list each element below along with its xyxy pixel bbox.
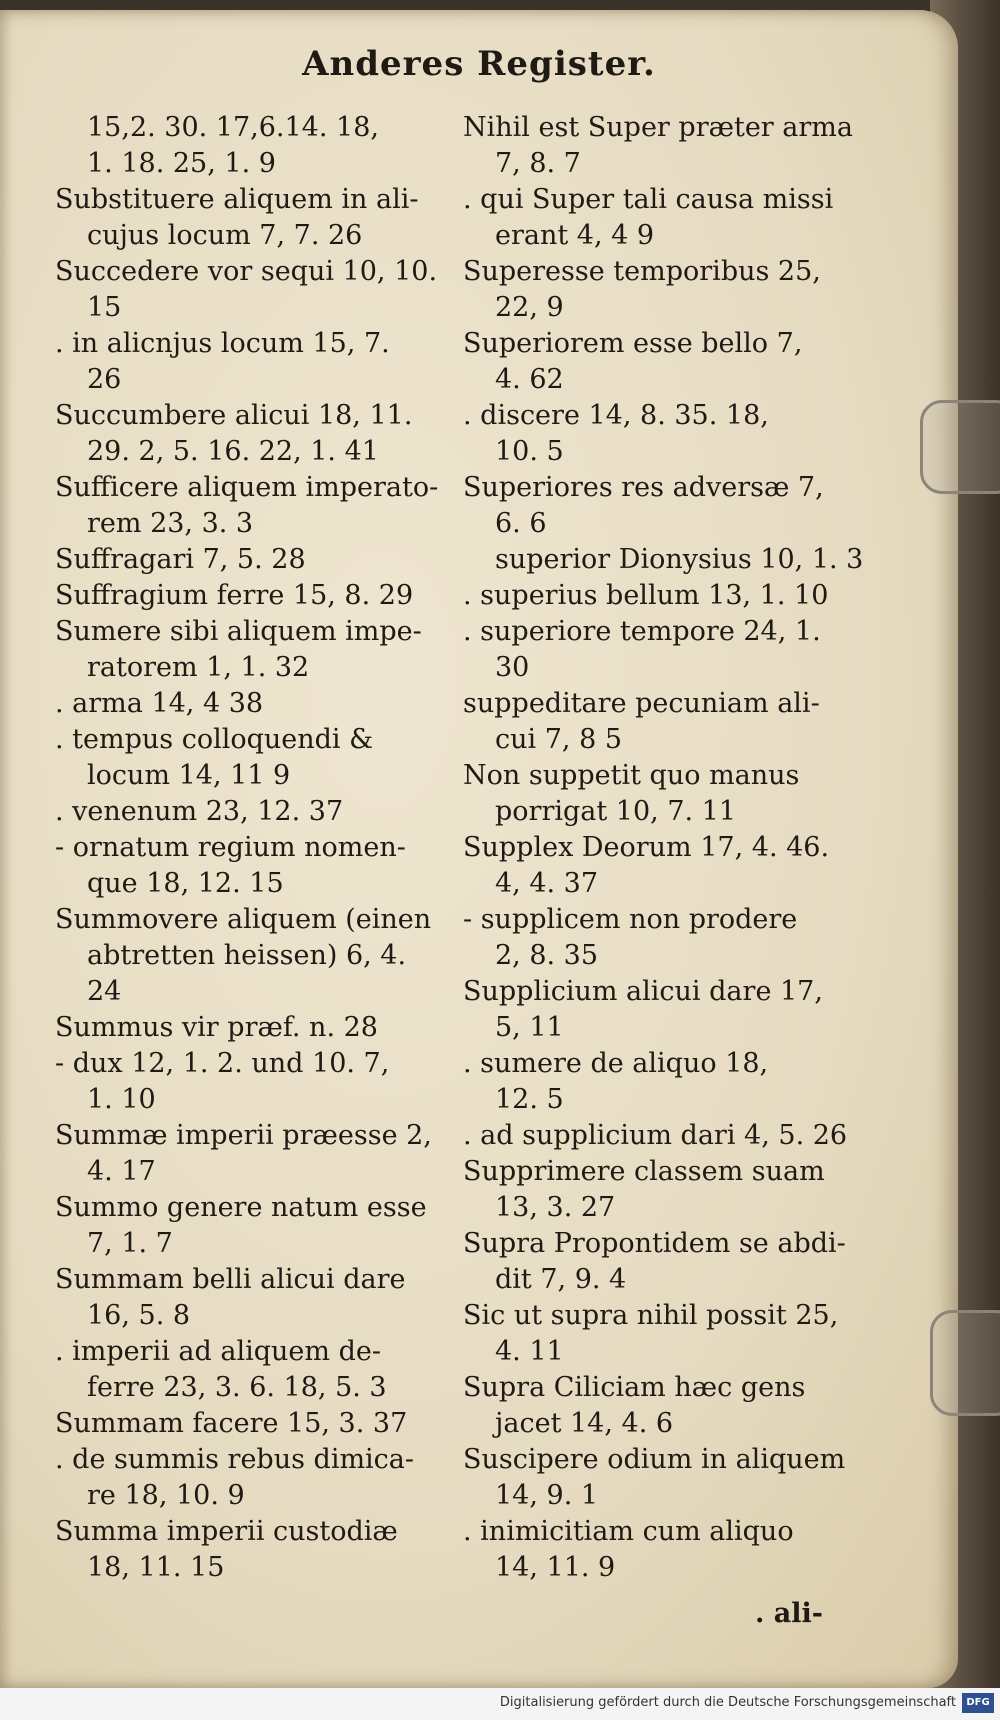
index-entry-line: porrigat 10, 7. 11 [495, 796, 737, 827]
index-entry-line: erant 4, 4 9 [495, 220, 655, 251]
index-entry-line: Non suppetit quo manus [463, 760, 800, 791]
index-entry-line: Substituere aliquem in ali- [55, 184, 419, 215]
index-entry-line: 16, 5. 8 [87, 1300, 191, 1331]
index-entry-line: 30 [495, 652, 530, 683]
index-entry-line: que 18, 12. 15 [87, 868, 284, 899]
index-entry-line: . qui Super tali causa missi [463, 184, 834, 215]
index-entry-line: Supprimere classem suam [463, 1156, 825, 1187]
index-entry-line: Sufficere aliquem imperato- [55, 472, 439, 503]
index-entry-line: cui 7, 8 5 [495, 724, 623, 755]
index-entry-line: 4. 17 [87, 1156, 156, 1187]
index-entry-line: 7, 8. 7 [495, 148, 581, 179]
page-heading: Anderes Register. [302, 44, 656, 84]
index-entry-line: rem 23, 3. 3 [87, 508, 254, 539]
index-entry-line: 4. 11 [495, 1336, 564, 1367]
index-entry-line: 1. 18. 25, 1. 9 [87, 148, 276, 179]
index-entry-line: 12. 5 [495, 1084, 564, 1115]
index-entry-line: 22, 9 [495, 292, 564, 323]
index-entry-line: jacet 14, 4. 6 [495, 1408, 674, 1439]
index-entry-line: dit 7, 9. 4 [495, 1264, 627, 1295]
index-entry-line: . venenum 23, 12. 37 [55, 796, 344, 827]
index-entry-line: 7, 1. 7 [87, 1228, 173, 1259]
index-entry-line: suppeditare pecuniam ali- [463, 688, 820, 719]
credit-text: Digitalisierung gefördert durch die Deutsche Forschungsgemeinschaft [499, 1695, 956, 1710]
index-entry-line: - dux 12, 1. 2. und 10. 7, [55, 1048, 390, 1079]
index-entry-line: re 18, 10. 9 [87, 1480, 245, 1511]
index-entry-line: Supra Propontidem se abdi- [463, 1228, 846, 1259]
book-cover-edge [0, 0, 1000, 10]
digitization-credit-bar [0, 1688, 1000, 1720]
index-entry-line: Superiorem esse bello 7, [463, 328, 803, 359]
index-entry-line: 29. 2, 5. 16. 22, 1. 41 [87, 436, 379, 467]
index-entry-line: Superiores res adversæ 7, [463, 472, 824, 503]
index-entry-line: - supplicem non prodere [463, 904, 798, 935]
index-entry-line: 26 [87, 364, 122, 395]
index-entry-line: 14, 11. 9 [495, 1552, 616, 1583]
index-entry-line: Sumere sibi aliquem impe- [55, 616, 422, 647]
index-entry-line: - ornatum regium nomen- [55, 832, 406, 863]
book-page [0, 10, 958, 1688]
index-entry-line: 10. 5 [495, 436, 564, 467]
index-entry-line: 1. 10 [87, 1084, 156, 1115]
index-entry-line: . sumere de aliquo 18, [463, 1048, 769, 1079]
index-entry-line: . de summis rebus dimica- [55, 1444, 415, 1475]
index-entry-line: 14, 9. 1 [495, 1480, 599, 1511]
dfg-logo: DFG [962, 1693, 994, 1713]
index-entry-line: . imperii ad aliquem de- [55, 1336, 381, 1367]
index-entry-line: Summam facere 15, 3. 37 [55, 1408, 408, 1439]
index-entry-line: ratorem 1, 1. 32 [87, 652, 310, 683]
index-entry-line: 6. 6 [495, 508, 547, 539]
index-entry-line: 13, 3. 27 [495, 1192, 616, 1223]
catchword: . ali- [755, 1598, 824, 1629]
index-entry-line: 24 [87, 976, 122, 1007]
left-index-column [55, 110, 475, 1586]
index-entry-line: 4, 4. 37 [495, 868, 599, 899]
index-entry-line: Nihil est Super præter arma [463, 112, 853, 143]
index-entry-line: Summo genere natum esse [55, 1192, 427, 1223]
index-entry-line: 18, 11. 15 [87, 1552, 225, 1583]
index-entry-line: Suscipere odium in aliquem [463, 1444, 846, 1475]
index-entry-line: . superiore tempore 24, 1. [463, 616, 821, 647]
index-entry-line: 15,2. 30. 17,6.14. 18, [87, 112, 379, 143]
index-entry-line: . discere 14, 8. 35. 18, [463, 400, 769, 431]
index-entry-line: 4. 62 [495, 364, 564, 395]
index-entry-line: Suffragari 7, 5. 28 [55, 544, 306, 575]
index-entry-line: Succumbere alicui 18, 11. [55, 400, 413, 431]
index-entry-line: Sic ut supra nihil possit 25, [463, 1300, 839, 1331]
paper-clip-top [920, 400, 1000, 494]
index-entry-line: 2, 8. 35 [495, 940, 599, 971]
index-entry-line: Summus vir præf. n. 28 [55, 1012, 378, 1043]
index-entry-line: Supplicium alicui dare 17, [463, 976, 823, 1007]
index-entry-line: ferre 23, 3. 6. 18, 5. 3 [87, 1372, 387, 1403]
right-index-column [463, 110, 868, 1586]
index-entry-line: . ad supplicium dari 4, 5. 26 [463, 1120, 848, 1151]
index-entry-line: . arma 14, 4 38 [55, 688, 264, 719]
index-entry-line: 15 [87, 292, 122, 323]
index-entry-line: 5, 11 [495, 1012, 564, 1043]
index-entry-line: Succedere vor sequi 10, 10. [55, 256, 438, 287]
index-entry-line: Supplex Deorum 17, 4. 46. [463, 832, 830, 863]
index-entry-line: Superesse temporibus 25, [463, 256, 821, 287]
index-entry-line: superior Dionysius 10, 1. 3 [495, 544, 864, 575]
paper-clip-bottom [930, 1310, 1000, 1416]
index-entry-line: cujus locum 7, 7. 26 [87, 220, 363, 251]
index-entry-line: . superius bellum 13, 1. 10 [463, 580, 829, 611]
index-entry-line: locum 14, 11 9 [87, 760, 291, 791]
index-entry-line: . tempus colloquendi & [55, 724, 374, 755]
index-entry-line: Suffragium ferre 15, 8. 29 [55, 580, 414, 611]
index-entry-line: abtretten heissen) 6, 4. [87, 940, 407, 971]
index-entry-line: . inimicitiam cum aliquo [463, 1516, 794, 1547]
index-entry-line: Supra Ciliciam hæc gens [463, 1372, 806, 1403]
index-entry-line: Summæ imperii præesse 2, [55, 1120, 432, 1151]
index-entry-line: Summovere aliquem (einen [55, 904, 432, 935]
index-entry-line: Summa imperii custodiæ [55, 1516, 398, 1547]
index-entry-line: . in alicnjus locum 15, 7. [55, 328, 390, 359]
index-entry-line: Summam belli alicui dare [55, 1264, 406, 1295]
